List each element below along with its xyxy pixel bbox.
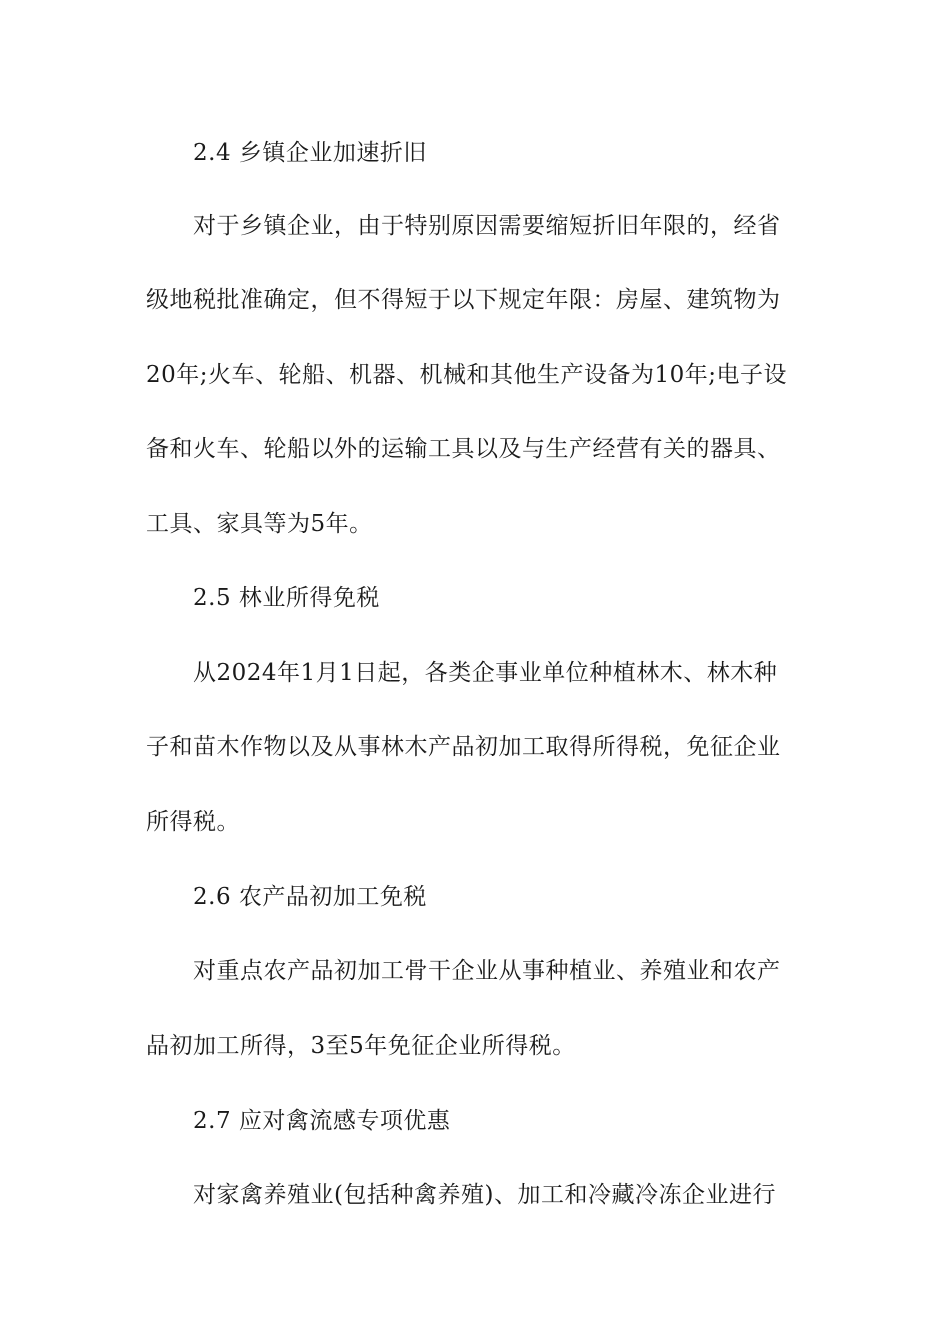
paragraph-line: 备和火车、轮船以外的运输工具以及与生产经营有关的器具、	[146, 436, 781, 462]
section-heading: 2.6 农产品初加工免税	[193, 884, 427, 910]
paragraph-line: 20年;火车、轮船、机器、机械和其他生产设备为10年;电子设	[146, 362, 788, 388]
paragraph-line: 从2024年1月1日起，各类企事业单位种植林木、林木种	[193, 660, 778, 686]
section-heading: 2.5 林业所得免税	[193, 585, 380, 611]
paragraph-line: 子和苗木作物以及从事林木产品初加工取得所得税，免征企业	[146, 734, 781, 760]
section-heading: 2.7 应对禽流感专项优惠	[193, 1108, 451, 1134]
paragraph-line: 所得税。	[146, 809, 240, 835]
paragraph-line: 级地税批准确定，但不得短于以下规定年限：房屋、建筑物为	[146, 287, 781, 313]
paragraph-line: 对家禽养殖业(包括种禽养殖)、加工和冷藏冷冻企业进行	[193, 1182, 776, 1208]
section-heading: 2.4 乡镇企业加速折旧	[193, 140, 427, 166]
paragraph-line: 对重点农产品初加工骨干企业从事种植业、养殖业和农产	[193, 958, 781, 984]
paragraph-line: 品初加工所得，3至5年免征企业所得税。	[146, 1033, 576, 1059]
paragraph-line: 工具、家具等为5年。	[146, 511, 373, 537]
paragraph-line: 对于乡镇企业，由于特别原因需要缩短折旧年限的，经省	[193, 213, 781, 239]
